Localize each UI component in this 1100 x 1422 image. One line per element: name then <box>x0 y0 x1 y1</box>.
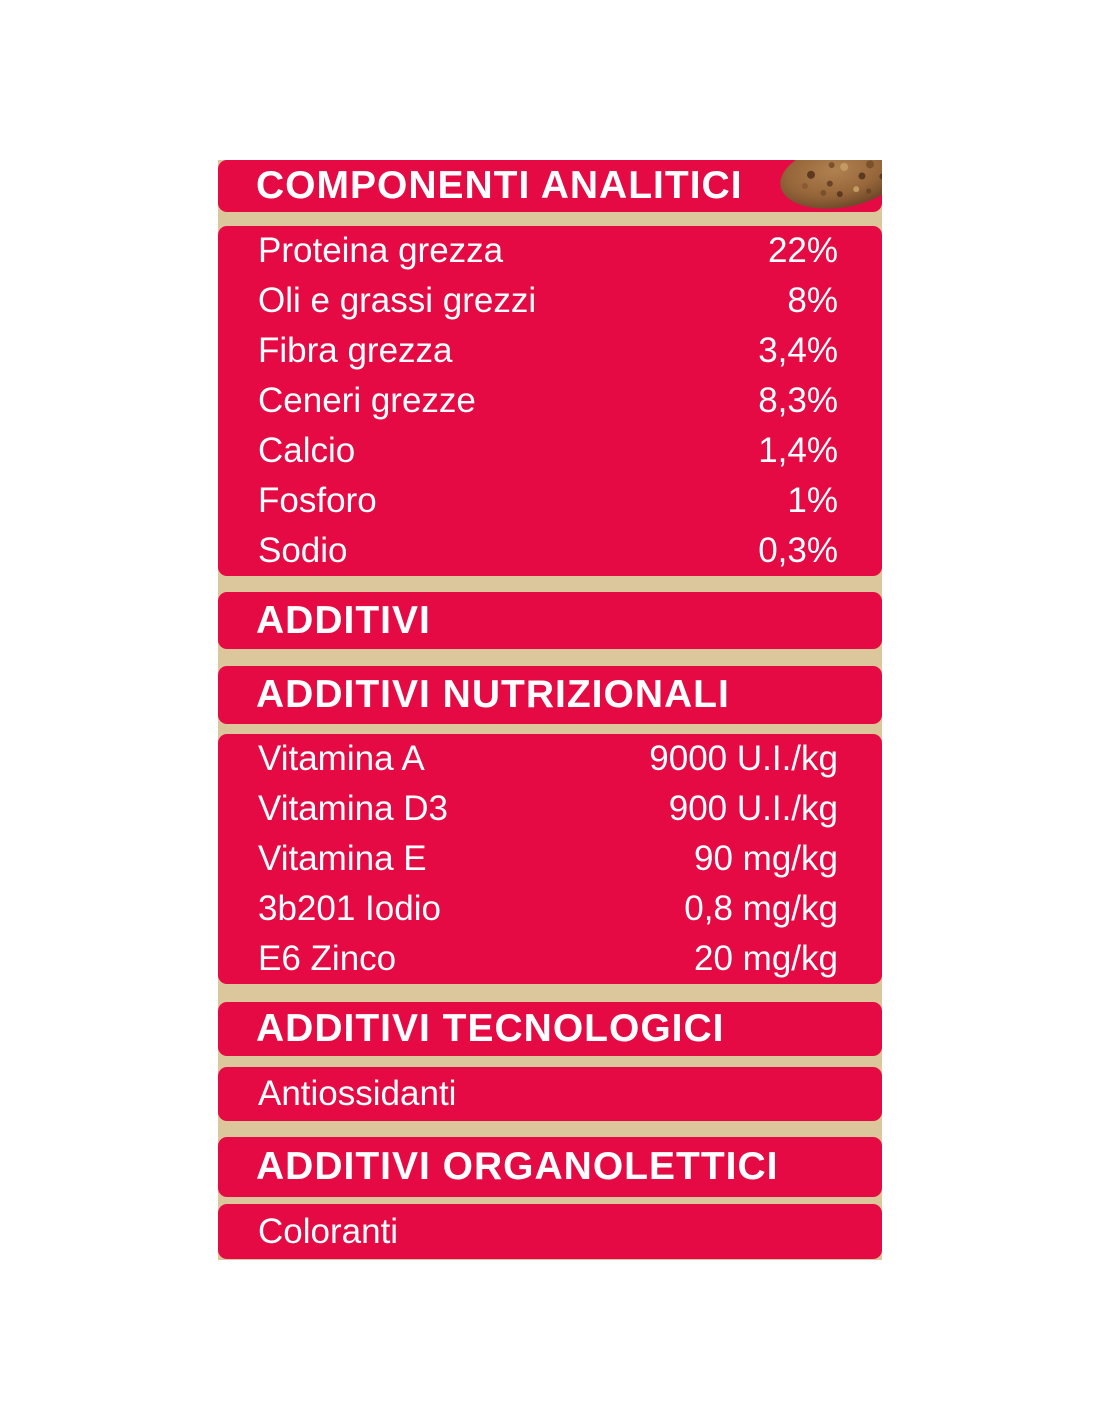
kibble-photo-icon <box>774 160 882 210</box>
nutrient-value: 1,4% <box>758 431 838 470</box>
technological-body <box>218 1067 882 1121</box>
nutrient-value: 8% <box>787 281 838 320</box>
additive-text: Antiossidanti <box>258 1074 457 1113</box>
nutrient-label: Proteina grezza <box>258 231 504 270</box>
additive-value: 0,8 mg/kg <box>684 889 838 928</box>
additive-row <box>258 784 838 834</box>
nutrient-label: Fosforo <box>258 481 377 520</box>
additive-row <box>258 884 838 934</box>
additive-text: Coloranti <box>258 1211 399 1251</box>
nutritional-table <box>218 734 882 984</box>
section-title: ADDITIVI ORGANOLETTICI <box>256 1145 779 1188</box>
additive-value: 9000 U.I./kg <box>649 739 838 778</box>
additive-label: Vitamina A <box>258 739 425 778</box>
section-header-additivi-organolettici <box>218 1137 882 1197</box>
nutrient-label: Calcio <box>258 431 356 470</box>
nutrient-label: Oli e grassi grezzi <box>258 281 537 320</box>
nutrient-row <box>258 326 838 376</box>
nutrient-row <box>258 476 838 526</box>
additive-label: Vitamina E <box>258 839 427 878</box>
nutrient-value: 3,4% <box>758 331 838 370</box>
section-header-additivi-tecnologici <box>218 1002 882 1056</box>
section-title: ADDITIVI NUTRIZIONALI <box>256 673 730 716</box>
section-title: COMPONENTI ANALITICI <box>256 164 743 207</box>
additive-row <box>258 734 838 784</box>
nutrient-row <box>258 226 838 276</box>
nutrient-label: Fibra grezza <box>258 331 453 370</box>
nutrient-row <box>258 376 838 426</box>
additive-label: Vitamina D3 <box>258 789 449 828</box>
nutrient-row <box>258 426 838 476</box>
organoleptic-body <box>218 1204 882 1259</box>
nutrient-label: Sodio <box>258 531 348 570</box>
nutrient-value: 1% <box>787 481 838 520</box>
nutrient-value: 8,3% <box>758 381 838 420</box>
nutrient-label: Ceneri grezze <box>258 381 476 420</box>
nutrient-row <box>258 526 838 576</box>
additive-row <box>258 934 838 984</box>
additive-value: 90 mg/kg <box>694 839 838 878</box>
section-header-additivi-nutrizionali <box>218 666 882 724</box>
additive-value: 900 U.I./kg <box>668 789 838 828</box>
section-title: ADDITIVI <box>256 598 431 642</box>
section-header-additivi <box>218 592 882 649</box>
additive-value: 20 mg/kg <box>694 939 838 978</box>
additive-label: 3b201 Iodio <box>258 889 441 928</box>
section-title: ADDITIVI TECNOLOGICI <box>256 1007 725 1050</box>
nutrient-row <box>258 276 838 326</box>
analytical-table <box>218 226 882 576</box>
nutrient-value: 22% <box>767 231 838 270</box>
nutrient-value: 0,3% <box>758 531 838 570</box>
nutrition-label <box>218 160 882 1260</box>
additive-row <box>258 834 838 884</box>
additive-label: E6 Zinco <box>258 939 397 978</box>
